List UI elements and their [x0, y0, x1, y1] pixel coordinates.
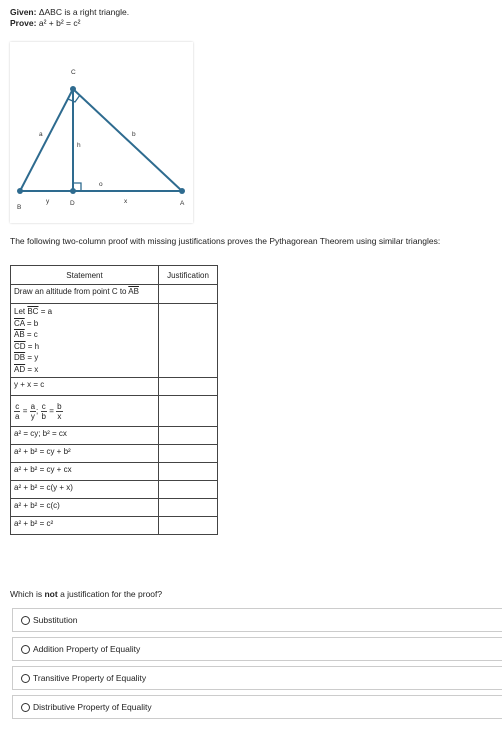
radio-button-icon[interactable] [21, 616, 30, 625]
label-y: y [46, 198, 50, 205]
table-row [11, 499, 218, 517]
side-bc [20, 89, 73, 191]
table-header-row [11, 266, 218, 285]
header-statement: Statement [11, 266, 159, 285]
point-a [179, 188, 185, 194]
radio-button-icon[interactable] [21, 674, 30, 683]
answer-option-substitution[interactable] [12, 608, 502, 632]
statement-cell: Draw an altitude from point C to $\overline{AB}$ [11, 285, 159, 304]
justification-cell [159, 481, 218, 499]
point-b [17, 188, 23, 194]
label-a: A [180, 200, 185, 207]
label-o: o [99, 181, 103, 188]
label-c: C [71, 69, 76, 76]
justification-cell [159, 463, 218, 481]
statement-cell: Let $\overline{BC} = a$ $\overline{CA} = b$ $\overline{AB} = c$ $\overline{CD} = h$ $\overline{DB} = y$ $\overline{AD} = x$ [11, 304, 159, 378]
answer-option-transitive[interactable] [12, 666, 502, 690]
justification-cell [159, 445, 218, 463]
point-c [70, 86, 76, 92]
radio-button-icon[interactable] [21, 645, 30, 654]
table-row [11, 517, 218, 535]
answer-option-addition[interactable] [12, 637, 502, 661]
label-side-b: b [132, 131, 136, 138]
table-row [11, 378, 218, 396]
justification-cell [159, 378, 218, 396]
option-label: Transitive Property of Equality [33, 673, 147, 683]
statement-cell: a² + b² = c² [11, 517, 159, 535]
triangle-diagram [10, 42, 193, 223]
question-text: Which is not a justification for the proof? [10, 589, 163, 599]
justification-cell [159, 517, 218, 535]
triangle-figure [10, 42, 193, 223]
table-row [11, 396, 218, 427]
given-block [10, 7, 129, 29]
statement-cell: a² + b² = c(y + x) [11, 481, 159, 499]
statement-cell: a² + b² = cy + cx [11, 463, 159, 481]
option-label: Distributive Property of Equality [33, 702, 152, 712]
label-d: D [70, 200, 75, 207]
table-row [11, 463, 218, 481]
label-b: B [17, 204, 22, 211]
answer-option-distributive[interactable] [12, 695, 502, 719]
given-text: ΔABC is a right triangle. [38, 7, 130, 17]
justification-cell [159, 396, 218, 427]
table-row [11, 285, 218, 304]
option-label: Addition Property of Equality [33, 644, 141, 654]
option-label: Substitution [33, 615, 78, 625]
label-x: x [124, 198, 128, 205]
statement-cell: a² = cy; b² = cx [11, 427, 159, 445]
justification-cell [159, 304, 218, 378]
statement-cell-ratios: $\frac{c}{a}$ = $\frac{a}{y}$ ; $\frac{c}{b}$ = $\frac{b}{x}$ [11, 396, 159, 427]
label-h: h [77, 142, 81, 149]
label-side-a: a [39, 131, 43, 138]
given-label: Given: [10, 7, 37, 17]
justification-cell [159, 285, 218, 304]
table-row [11, 304, 218, 378]
point-d [70, 188, 76, 194]
statement-cell: y + x = c [11, 378, 159, 396]
table-row [11, 481, 218, 499]
radio-button-icon[interactable] [21, 703, 30, 712]
header-justification: Justification [159, 266, 218, 285]
table-row [11, 445, 218, 463]
table-row [11, 427, 218, 445]
prove-label: Prove: [10, 18, 37, 28]
statement-cell: a² + b² = c(c) [11, 499, 159, 517]
prove-text: a² + b² = c² [38, 18, 81, 28]
justification-cell [159, 427, 218, 445]
side-ca [73, 89, 182, 191]
justification-cell [159, 499, 218, 517]
statement-cell: a² + b² = cy + b² [11, 445, 159, 463]
proof-table [10, 265, 218, 535]
intro-text: The following two-column proof with missing justifications proves the Pythagorean Theorem using similar triangles: [10, 236, 441, 246]
